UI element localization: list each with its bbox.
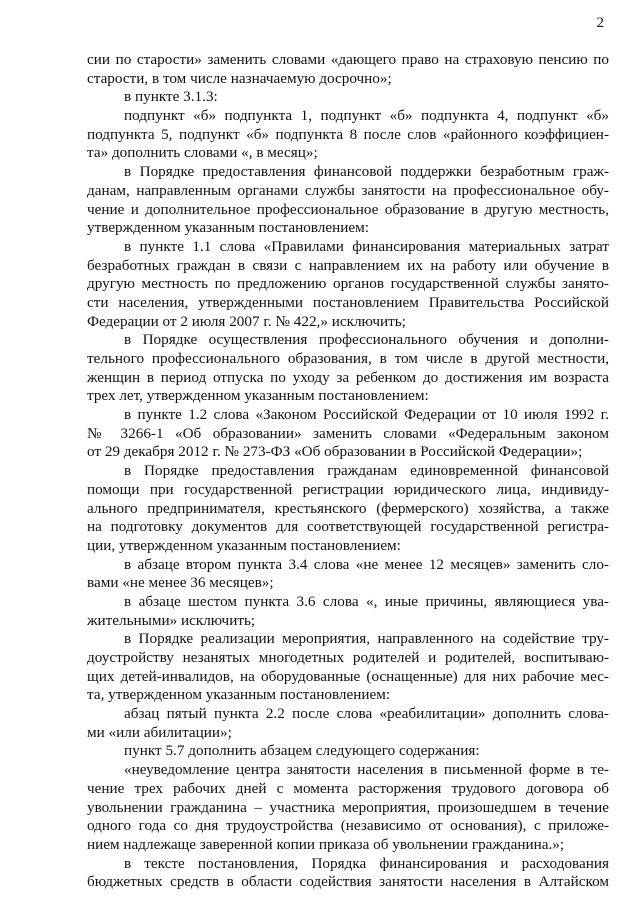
text-line: «неуведомление центра занятости населения в письменной форме в те- [124, 761, 609, 779]
text-line: подпункт «б» подпункта 1, подпункт «б» подпункта 4, подпункт «б» [124, 107, 609, 125]
text-line: в абзаце втором пункта 3.4 слова «не менее 12 месяцев» заменить сло- [124, 555, 609, 573]
text-line: та, утвержденном указанным постановлением: [87, 686, 391, 704]
text-line: пункт 5.7 дополнить абзацем следующего содержания: [124, 742, 480, 760]
text-line: в Порядке осуществления профессионального обучения и дополни- [124, 331, 609, 349]
text-line: доустройству незанятых многодетных родителей и родителей, воспитываю- [87, 649, 609, 666]
text-line: ции, утвержденном указанным постановлением: [87, 536, 401, 554]
text-line: в абзаце шестом пункта 3.6 слова «, иные причины, являющиеся ува- [124, 592, 609, 610]
text-line: Федерации от 2 июля 2007 г. № 422,» исключить; [87, 312, 406, 330]
text-line: в тексте постановления, Порядка финансирования и расходования [124, 854, 609, 872]
text-line: жительными» исключить; [87, 611, 256, 629]
text-line: от 29 декабря 2012 г. № 273-ФЗ «Об образовании в Российской Федерации»; [87, 443, 583, 461]
text-line: чение трех рабочих дней с момента расторжения трудового договора об [87, 779, 609, 797]
text-line: абзац пятый пункта 2.2 после слова «реабилитации» дополнить слова- [124, 705, 609, 723]
text-line: ального предпринимателя, крестьянского (фермерского) хозяйства, а также [87, 499, 609, 517]
text-line: в Порядке реализации мероприятия, направленного на содействие тру- [124, 630, 609, 648]
text-line: в Порядке предоставления гражданам единовременной финансовой [124, 462, 609, 480]
text-line: в пункте 1.2 слова «Законом Российской Федерации от 10 июля 1992 г. [124, 406, 609, 424]
text-line: та» дополнить словами «, в месяц»; [87, 144, 318, 162]
text-line: в пункте 3.1.3: [124, 88, 218, 106]
text-line: № 3266-1 «Об образовании» заменить словами «Федеральным законом [87, 424, 609, 442]
text-line: сти населения, утвержденными постановлением Правительства Российской [87, 293, 609, 311]
text-line: безработных граждан в связи с направлением их на работу или обучение в [87, 256, 609, 274]
text-line: данам, направленным органами службы занятости на профессиональное обу- [87, 181, 609, 199]
text-line: сии по старости» заменить словами «дающего право на страховую пенсию по [87, 51, 609, 68]
text-line: увольнении гражданина – участника мероприятия, произошедшем в течение [87, 798, 609, 816]
text-line: в пункте 1.1 слова «Правилами финансирования материальных затрат [124, 237, 609, 255]
text-line: тельного профессионального образования, в том числе в другой местности, [87, 350, 609, 367]
text-line: утвержденном указанным постановлением: [87, 219, 369, 237]
text-line: вами «не менее 36 месяцев»; [87, 574, 274, 592]
text-line: другую местность по предложению органов государственной службы занято- [87, 275, 609, 293]
text-line: в Порядке предоставления финансовой поддержки безработным граж- [124, 163, 609, 181]
text-line: подпункта 5, подпункт «б» подпункта 8 после слов «районного коэффициен- [87, 125, 609, 143]
text-line: нием надлежаще заверенной копии приказа об увольнении гражданина.»; [87, 835, 565, 853]
text-line: на подготовку документов для соответствующей государственной регистра- [87, 518, 609, 536]
text-line: женщин в период отпуска по уходу за ребенком до достижения им возраста [87, 368, 609, 386]
text-line: щих детей-инвалидов, на оборудованные (оснащенные) для них рабочие мес- [87, 667, 609, 685]
page-number: 2 [596, 15, 604, 31]
text-line: чение и дополнительное профессиональное образование в другую местность, [87, 200, 609, 218]
text-line: старости, в том числе назначаемую досрочно»; [87, 69, 392, 87]
document-body [87, 51, 609, 892]
text-line: помощи при государственной регистрации юридического лица, индивиду- [87, 480, 609, 498]
text-line: бюджетных средств в области содействия занятости населения в Алтайском [87, 873, 609, 891]
text-line: ми «или абилитации»; [87, 723, 232, 741]
text-line: одного года со дня трудоустройства (независимо от основания), с приложе- [87, 817, 609, 835]
text-line: трех лет, утвержденном указанным постановлением: [87, 387, 429, 405]
